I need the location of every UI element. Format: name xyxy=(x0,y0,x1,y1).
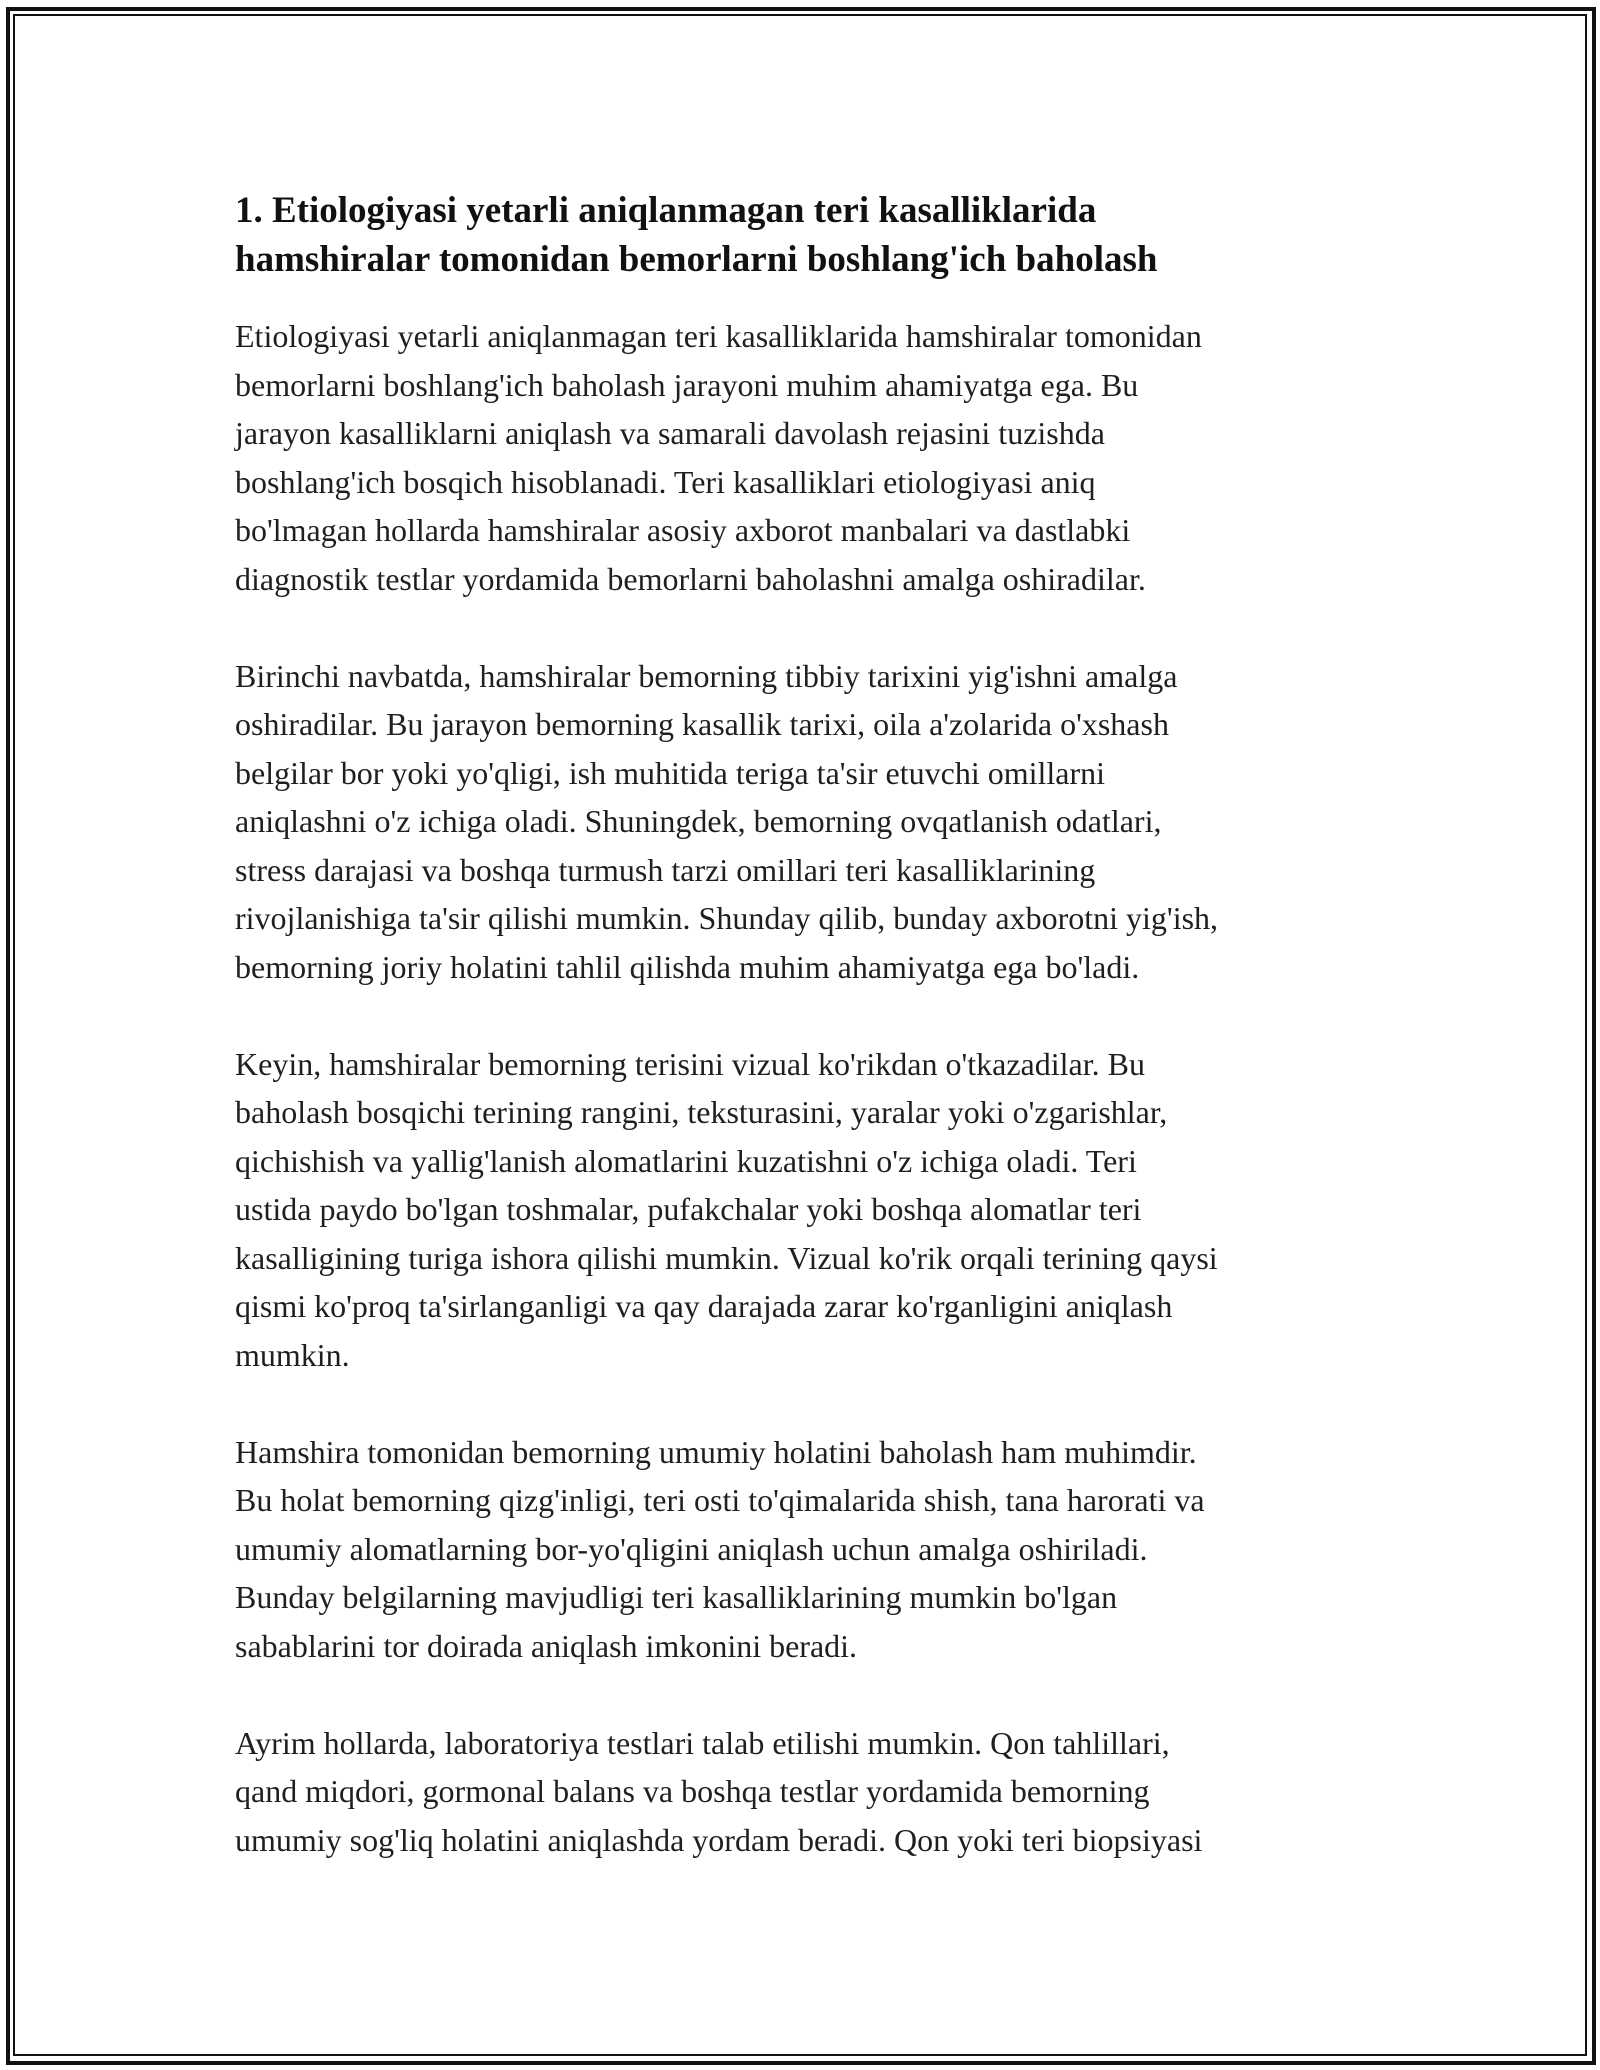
title-line: 1. Etiologiyasi yetarli aniqlanmagan teri kasalliklarida xyxy=(235,190,1097,231)
text-line: ustida paydo bo'lgan toshmalar, pufakchalar yoki boshqa alomatlar teri xyxy=(235,1191,1142,1227)
text-line: qand miqdori, gormonal balans va boshqa testlar yordamida bemorning xyxy=(235,1773,1150,1809)
document-page xyxy=(235,186,1370,1913)
text-line: aniqlashni o'z ichiga oladi. Shuningdek, bemorning ovqatlanish odatlari, xyxy=(235,803,1162,839)
text-line: Bunday belgilarning mavjudligi teri kasalliklarining mumkin bo'lgan xyxy=(235,1579,1118,1615)
text-line: qichishish va yallig'lanish alomatlarini kuzatishni o'z ichiga oladi. Teri xyxy=(235,1142,1137,1179)
text-line: Hamshira tomonidan bemorning umumiy holatini baholash ham muhimdir. xyxy=(235,1433,1197,1470)
text-line: baholash bosqichi terining rangini, teksturasini, yaralar yoki o'zgarishlar, xyxy=(235,1094,1168,1130)
text-line: diagnostik testlar yordamida bemorlarni baholashni amalga oshiradilar. xyxy=(235,560,1146,597)
text-line: stress darajasi va boshqa turmush tarzi omillari teri kasalliklarining xyxy=(235,851,1096,888)
text-line: Etiologiyasi yetarli aniqlanmagan teri kasalliklarida hamshiralar tomonidan xyxy=(235,318,1202,354)
text-line: mumkin. xyxy=(235,1336,350,1373)
text-line: Keyin, hamshiralar bemorning terisini vizual ko'rikdan o'tkazadilar. Bu xyxy=(235,1045,1145,1082)
paragraph-2 xyxy=(235,652,1370,992)
text-line: kasalligining turiga ishora qilishi mumkin. Vizual ko'rik orqali terining qaysi xyxy=(235,1239,1218,1276)
paragraph-5 xyxy=(235,1719,1370,1865)
text-line: bemorning joriy holatini tahlil qilishda muhim ahamiyatga ega bo'ladi. xyxy=(235,948,1140,985)
text-line: umumiy sog'liq holatini aniqlashda yordam beradi. Qon yoki teri biopsiyasi xyxy=(235,1821,1203,1858)
text-line: sabablarini tor doirada aniqlash imkonini beradi. xyxy=(235,1627,858,1664)
title-line: hamshiralar tomonidan bemorlarni boshlang'ich baholash xyxy=(235,239,1158,280)
text-line: Birinchi navbatda, hamshiralar bemorning tibbiy tarixini yig'ishni amalga xyxy=(235,657,1178,694)
paragraph-3 xyxy=(235,1040,1370,1380)
paragraph-1 xyxy=(235,312,1370,603)
text-line: oshiradilar. Bu jarayon bemorning kasallik tarixi, oila a'zolarida o'xshash xyxy=(235,706,1169,742)
text-line: bo'lmagan hollarda hamshiralar asosiy axborot manbalari va dastlabki xyxy=(235,512,1131,548)
text-line: jarayon kasalliklarni aniqlash va samarali davolash rejasini tuzishda xyxy=(235,415,1105,451)
paragraph-4 xyxy=(235,1428,1370,1671)
text-line: Ayrim hollarda, laboratoriya testlari talab etilishi mumkin. Qon tahlillari, xyxy=(235,1724,1170,1761)
text-line: belgilar bor yoki yo'qligi, ish muhitida teriga ta'sir etuvchi omillarni xyxy=(235,754,1106,791)
text-line: bemorlarni boshlang'ich baholash jarayoni muhim ahamiyatga ega. Bu xyxy=(235,366,1139,403)
text-line: boshlang'ich bosqich hisoblanadi. Teri kasalliklari etiologiyasi aniq xyxy=(235,463,1096,500)
section-title xyxy=(235,186,1370,284)
text-line: qismi ko'proq ta'sirlanganligi va qay darajada zarar ko'rganligini aniqlash xyxy=(235,1288,1173,1324)
text-line: rivojlanishiga ta'sir qilishi mumkin. Shunday qilib, bunday axborotni yig'ish, xyxy=(235,900,1219,936)
text-line: umumiy alomatlarning bor-yo'qligini aniqlash uchun amalga oshiriladi. xyxy=(235,1530,1148,1567)
text-line: Bu holat bemorning qizg'inligi, teri osti to'qimalarida shish, tana harorati va xyxy=(235,1482,1205,1518)
